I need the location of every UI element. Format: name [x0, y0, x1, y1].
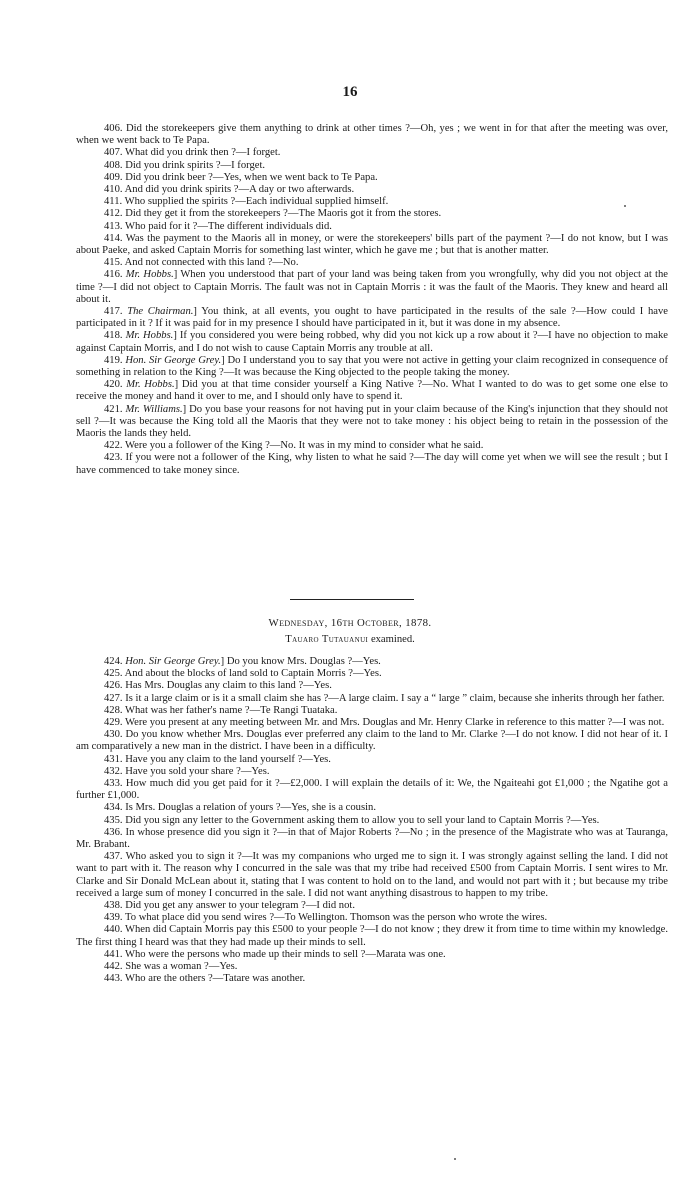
question-number: 439.: [104, 912, 123, 924]
question-number: 437.: [104, 851, 123, 863]
question-text: Did you at that time consider yourself a King Native ?—No. What I wanted to do was to get some one else to receive the money and hand it over to me, and I should only have to spend it.: [76, 379, 668, 403]
question-text: Did you get any answer to your telegram ?—I did not.: [125, 900, 355, 912]
question-406: [76, 123, 668, 147]
question-435: [76, 815, 668, 827]
question-number: 417.: [104, 306, 123, 318]
witness-heading: [0, 634, 700, 646]
question-421: 421. Mr. Williams.] Do you base your reasons for not having put in your claim because of the King's injunction that they should not sell ?—It was because the King told all the Maoris that they were not to take money : his object being to retain in the possession of the Maoris the lands they held.: [76, 403, 669, 440]
question-text: Have you any claim to the land yourself ?—Yes.: [125, 753, 331, 765]
question-text: When you understood that part of your land was being taken from you wrongfully, why did you not object at the time ?—I did not object to Captain Morris. The fault was not in Captain Morris : it was the fault of the Maoris. They knew and heard all about it.: [76, 269, 668, 305]
question-text: When did Captain Morris pay this £500 to your people ?—I do not know ; they drew it from time to time within my knowledge. The first thing I heard was that they had made up their minds to sell.: [76, 924, 668, 948]
question-412: [76, 208, 668, 220]
question-text: How much did you get paid for it ?—£2,000. I will explain the details of it: We, the Ngaiteahi got £1,000 ; the Ngatihe got a further £1,000.: [76, 778, 668, 802]
question-424: 424. Hon. Sir George Grey.] Do you know Mrs. Douglas ?—Yes.: [104, 656, 381, 667]
session-date: Wednesday, 16th October, 1878.: [268, 617, 432, 629]
question-number: 423.: [104, 452, 123, 464]
question-434: [76, 802, 668, 814]
speaker-name: Mr. Williams.: [125, 403, 183, 415]
question-438: [76, 900, 668, 912]
question-433: [76, 778, 668, 802]
question-text: Do you know whether Mrs. Douglas ever preferred any claim to the land to Mr. Clarke ?—I do not know. I did not hear of it. I am comparatively a new man in the district. I have been in a difficulty.: [76, 729, 668, 753]
question-number: 421.: [104, 403, 123, 415]
question-number: 414.: [104, 232, 123, 244]
speaker-name: Mr. Hobbs.: [125, 269, 174, 281]
question-432: [76, 766, 668, 778]
question-411: [76, 196, 668, 208]
speaker-name: Mr. Hobbs.: [125, 330, 174, 342]
question-text: Have you sold your share ?—Yes.: [125, 765, 270, 777]
question-428: [76, 705, 668, 717]
question-413: [76, 221, 668, 233]
question-410: [76, 184, 668, 196]
question-text: You think, at all events, you ought to have participated in the results of the sale ?—How could I have participated in it ? If it was paid for in my presence I should have participated in it, but it was done in my absence.: [76, 306, 668, 330]
question-439: [76, 912, 668, 924]
question-437: [76, 851, 668, 900]
question-text: Were you a follower of the King ?—No. It was in my mind to consider what he said.: [125, 440, 484, 452]
question-text: Do you know Mrs. Douglas ?—Yes.: [226, 656, 381, 667]
question-426: [76, 680, 668, 692]
question-418: 418. Mr. Hobbs.] If you considered you were being robbed, why did you not kick up a row about it ?—I have no objection to make against Captain Morris, and I do not wish to cause Captain Morris any trouble at all.: [76, 330, 668, 354]
question-text: What was her father's name ?—Te Rangi Tuataka.: [125, 704, 338, 716]
question-number: 416.: [104, 269, 123, 281]
question-text: Who were the persons who made up their minds to sell ?—Marata was one.: [125, 948, 446, 960]
question-number: 415.: [104, 257, 123, 269]
question-number: 412.: [104, 208, 123, 220]
question-407: [76, 147, 668, 159]
question-text: Who supplied the spirits ?—Each individual supplied himself.: [124, 196, 389, 208]
question-text: She was a woman ?—Yes.: [125, 961, 238, 973]
question-text: If you were not a follower of the King, why listen to what he said ?—The day will come yet when we will see the result ; but I have commenced to take money since.: [76, 452, 668, 476]
question-419: 419. Hon. Sir George Grey.] Do I understand you to say that you were not active in getting your claim recognized in consequence of something in relation to the King ?—It was because the King objected to the people taking the money.: [76, 354, 668, 379]
question-number: 438.: [104, 900, 123, 912]
question-text: In whose presence did you sign it ?—in that of Major Roberts ?—No ; in the presence of the Magistrate who was at Tauranga, Mr. Brabant.: [76, 826, 668, 851]
speaker-name: Hon. Sir George Grey.: [125, 354, 222, 366]
question-number: 430.: [104, 729, 123, 741]
question-number: 410.: [104, 184, 123, 196]
section-divider: [290, 599, 414, 600]
question-number: 429.: [104, 717, 123, 729]
question-number: 431.: [104, 753, 123, 765]
question-number: 409.: [104, 171, 123, 183]
question-text: Has Mrs. Douglas any claim to this land ?—Yes.: [125, 680, 332, 692]
question-text: Did you drink spirits ?—I forget.: [125, 159, 266, 171]
question-number: 435.: [104, 814, 123, 826]
question-416: 416. Mr. Hobbs.] When you understood that part of your land was being taken from you wrongfully, why did you not object at the time ?—I did not object to Captain Morris. The fault was not in Captain Morris : it was the fault of the Maoris. They knew and heard all about it.: [76, 269, 668, 305]
question-number: 418.: [104, 330, 123, 342]
question-text: Who are the others ?—Tatare was another.: [125, 973, 306, 985]
question-number: 432.: [104, 765, 123, 777]
question-420: 420. Mr. Hobbs.] Did you at that time consider yourself a King Native ?—No. What I wanted to do was to get some one else to receive the money and hand it over to me, and I should only have to spend it.: [76, 379, 668, 403]
question-text: And did you drink spirits ?—A day or two afterwards.: [124, 184, 355, 196]
question-number: 441.: [104, 948, 123, 960]
question-text: Did you drink beer ?—Yes, when we went back to Te Papa.: [125, 171, 378, 183]
question-text: And not connected with this land ?—No.: [124, 257, 299, 269]
witness-name: Tauaro Tutauanui: [285, 634, 369, 645]
question-number: 408.: [104, 159, 123, 171]
question-text: Were you present at any meeting between Mr. and Mrs. Douglas and Mr. Henry Clarke in reference to this matter ?—I was not.: [125, 717, 665, 729]
question-423: [76, 452, 668, 476]
question-number: 422.: [104, 440, 123, 452]
testimony-block-2: [76, 656, 668, 985]
question-443: [76, 973, 668, 985]
question-422: [76, 440, 668, 452]
question-number: 433.: [104, 778, 123, 790]
question-417: 417. The Chairman.] You think, at all events, you ought to have participated in the results of the sale ?—How could I have participated in it ? If it was paid for in my presence I should have participated in it, but it was done in my absence.: [76, 306, 668, 330]
question-409: [76, 172, 668, 184]
question-number: 419.: [104, 354, 123, 366]
question-number: 407.: [104, 147, 123, 159]
question-number: 434.: [104, 802, 123, 814]
question-number: 440.: [104, 924, 123, 936]
question-text: What did you drink then ?—I forget.: [125, 147, 281, 159]
question-429: [76, 717, 668, 729]
question-442: [76, 961, 668, 973]
question-text: Was the payment to the Maoris all in money, or were the storekeepers' bills part of the payment ?—I do not know, but I was about Paeke, and asked Captain Morris for something last winter, which he gave me ; but that is another matter.: [76, 232, 669, 257]
question-text: And about the blocks of land sold to Captain Morris ?—Yes.: [124, 668, 382, 680]
question-408: [76, 160, 668, 172]
question-text: If you considered you were being robbed, why did you not kick up a row about it ?—I have no objection to make against Captain Morris, and I do not wish to cause Captain Morris any trouble at all.: [76, 330, 668, 354]
speaker-name: The Chairman.: [127, 306, 194, 318]
question-text: To what place did you send wires ?—To Wellington. Thomson was the person who wrote the wires.: [125, 912, 548, 924]
question-text: Do you base your reasons for not having put in your claim because of the King's injunction that they should not sell ?—It was because the King told all the Maoris that they were not to take money : his object being to retain in the possession of the Maoris the lands they held.: [76, 403, 669, 440]
question-number: 436.: [104, 826, 123, 838]
question-text: Who asked you to sign it ?—It was my companions who urged me to sign it. I was strongly against selling the land. I did not want to part with it. The reason why I concurred in the sale was that my tribe had received £500 from Captain Morris. I sent wires to Mr. Clarke and Sir Donald McLean about it, stating that I was content to hold on to the land, and would not part with it ; but because my tribe received a large sum of money I concurred in the sale. I did not want anything disastrous to happen to my tribe.: [76, 851, 668, 899]
question-text: Did the storekeepers give them anything to drink at other times ?—Oh, yes ; we went in for that after the meeting was over, when we went back to Te Papa.: [76, 123, 668, 147]
speaker-name: Mr. Hobbs.: [126, 379, 175, 391]
page-number: 16: [342, 84, 358, 100]
question-430: [76, 729, 668, 753]
question-text: Did you sign any letter to the Government asking them to allow you to sell your land to Captain Morris ?—Yes.: [125, 814, 600, 826]
question-441: [76, 949, 668, 961]
question-number: 425.: [104, 668, 123, 680]
question-427: [76, 693, 668, 705]
speaker-name: Hon. Sir George Grey.: [125, 656, 221, 667]
witness-examined-label: examined.: [370, 634, 415, 645]
question-number: 443.: [104, 973, 123, 985]
question-text: Is Mrs. Douglas a relation of yours ?—Yes, she is a cousin.: [125, 802, 376, 814]
question-number: 411.: [104, 196, 123, 208]
speck-mark: [624, 205, 626, 207]
question-number: 424.: [104, 656, 123, 667]
question-number: 426.: [104, 680, 123, 692]
question-text: Is it a large claim or is it a small claim she has ?—A large claim. I say a “ large ” claim, because she inherits through her father.: [125, 692, 665, 704]
question-number: 427.: [104, 692, 123, 704]
question-number: 413.: [104, 220, 123, 232]
speck-mark: [454, 1158, 456, 1160]
question-number: 442.: [104, 961, 123, 973]
question-440: [76, 924, 668, 948]
question-number: 406.: [104, 123, 123, 134]
question-number: 420.: [104, 379, 123, 391]
question-text: Did they get it from the storekeepers ?—The Maoris got it from the stores.: [125, 208, 442, 220]
question-415: [76, 257, 668, 269]
question-number: 428.: [104, 704, 123, 716]
question-text: Who paid for it ?—The different individuals did.: [125, 220, 332, 232]
question-text: Do I understand you to say that you were not active in getting your claim recognized in consequence of something in relation to the King ?—It was because the King objected to the people taking the money.: [76, 354, 668, 379]
question-431: [76, 754, 668, 766]
testimony-block-1: [76, 123, 668, 477]
question-425: [76, 668, 668, 680]
question-414: [76, 233, 668, 257]
question-436: [76, 827, 668, 851]
